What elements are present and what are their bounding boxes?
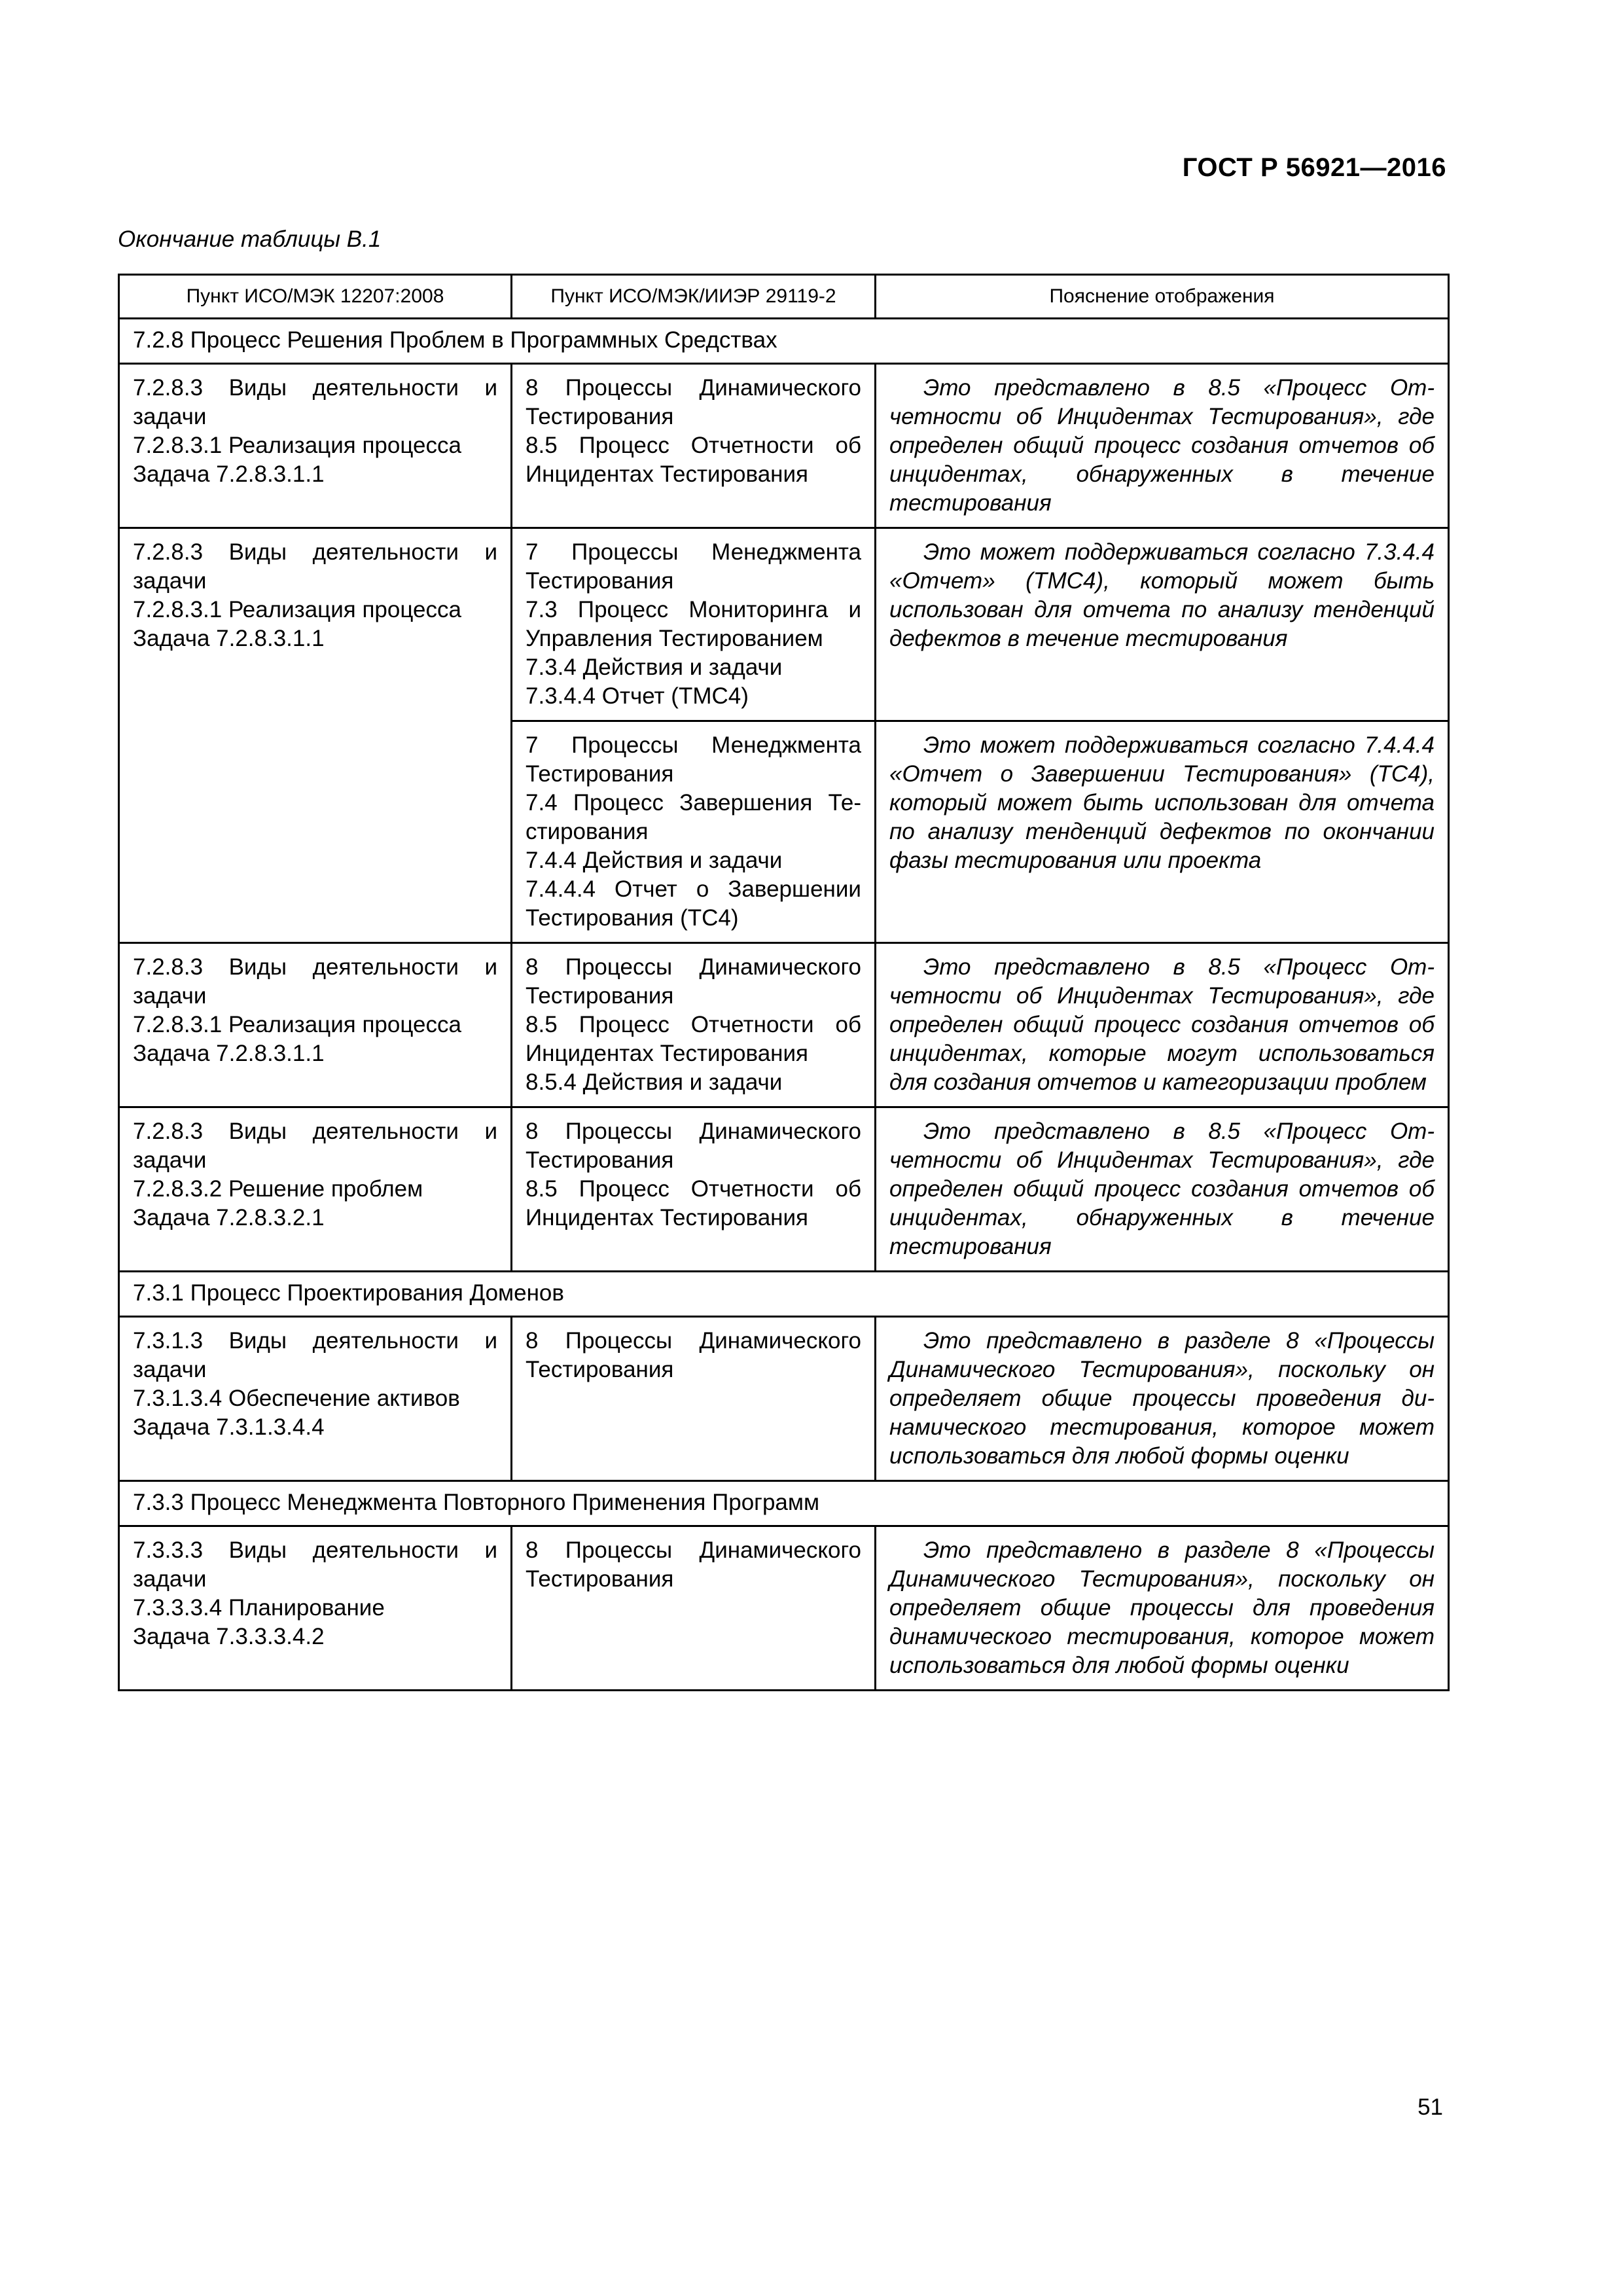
cell-iso29119: 7 Процессы Менеджмента Тестирования 7.4 Процесс Завершения Те- стирования 7.4.4 Действия и задачи 7.4.4.4 Отчет о Завершении Тестирования (ТС4) [512, 721, 876, 943]
section-title: 7.3.1 Процесс Проектирования Доменов [119, 1272, 1449, 1317]
cell-iso29119: 8 Процессы Динамического Тестирования 8.5 Процесс Отчетности об Инцидентах Тестирования 8.5.4 Действия и задачи [512, 943, 876, 1107]
section-row [119, 1272, 1449, 1317]
cell-explanation: Это представлено в разделе 8 «Процессы Динамического Тестирования», поскольку он определяет общие процессы проведения динамического тестирования, которое может использоваться для любой формы оценки [876, 1317, 1449, 1481]
table-row [119, 1526, 1449, 1691]
header-iso12207: Пункт ИСО/МЭК 12207:2008 [119, 275, 512, 319]
table-caption: Окончание таблицы В.1 [118, 226, 382, 252]
table-header-row [119, 275, 1449, 319]
cell-iso29119: 8 Процессы Динамического Тестирования [512, 1526, 876, 1691]
cell-explanation: Это может поддерживаться согласно 7.4.4.4 «Отчет о Завершении Тестирования» (ТС4), который может быть использован для отчета по анализу тенденций дефектов по окончании фазы тестирования или проекта [876, 721, 1449, 943]
cell-iso29119: 8 Процессы Динамического Тестирования 8.5 Процесс Отчетности об Инцидентах Тестирования [512, 364, 876, 528]
cell-explanation: Это представлено в разделе 8 «Процессы Динамического Тестирования», поскольку он определяет общие процессы для проведения динамического тестирования, которое может использоваться для любой формы оценки [876, 1526, 1449, 1691]
section-row [119, 319, 1449, 364]
header-explanation: Пояснение отображения [876, 275, 1449, 319]
table-row [119, 1107, 1449, 1272]
cell-iso12207: 7.2.8.3 Виды деятельности и задачи 7.2.8.3.2 Решение проблем Задача 7.2.8.3.2.1 [119, 1107, 512, 1272]
cell-iso12207: 7.2.8.3 Виды деятельности и задачи 7.2.8.3.1 Реализация процесса Задача 7.2.8.3.1.1 [119, 528, 512, 943]
section-title: 7.3.3 Процесс Менеджмента Повторного Применения Программ [119, 1481, 1449, 1526]
cell-iso29119: 8 Процессы Динамического Тестирования 8.5 Процесс Отчетности об Инцидентах Тестирования [512, 1107, 876, 1272]
cell-explanation: Это представлено в 8.5 «Процесс Отчетности об Инцидентах Тестирования», где определен общий процесс создания отчетов об инцидентах, которые могут использоваться для создания отчетов и категоризации проблем [876, 943, 1449, 1107]
cell-explanation: Это может поддерживаться согласно 7.3.4.4 «Отчет» (ТМС4), который может быть использован для отчета по анализу тенденций дефектов в течение тестирования [876, 528, 1449, 721]
cell-iso29119: 8 Процессы Динамического Тестирования [512, 1317, 876, 1481]
section-title: 7.2.8 Процесс Решения Проблем в Программных Средствах [119, 319, 1449, 364]
table-row [119, 364, 1449, 528]
cell-iso12207: 7.2.8.3 Виды деятельности и задачи 7.2.8.3.1 Реализация процесса Задача 7.2.8.3.1.1 [119, 943, 512, 1107]
cell-iso12207: 7.3.1.3 Виды деятельности и задачи 7.3.1.3.4 Обеспечение активов Задача 7.3.1.3.4.4 [119, 1317, 512, 1481]
cell-explanation: Это представлено в 8.5 «Процесс Отчетности об Инцидентах Тестирования», где определен общий процесс создания отчетов об инцидентах, обнаруженных в течение тестирования [876, 1107, 1449, 1272]
cell-iso12207: 7.3.3.3 Виды деятельности и задачи 7.3.3.3.4 Планирование Задача 7.3.3.3.4.2 [119, 1526, 512, 1691]
cell-iso29119: 7 Процессы Менеджмента Тестирования 7.3 Процесс Мониторинга и Управления Тестированием 7.3.4 Действия и задачи 7.3.4.4 Отчет (ТМС4) [512, 528, 876, 721]
table-row [119, 528, 1449, 721]
cell-explanation: Это представлено в 8.5 «Процесс Отчетности об Инцидентах Тестирования», где определен общий процесс создания отчетов об инцидентах, обнаруженных в течение тестирования [876, 364, 1449, 528]
cell-iso12207: 7.2.8.3 Виды деятельности и задачи 7.2.8.3.1 Реализация процесса Задача 7.2.8.3.1.1 [119, 364, 512, 528]
page-number: 51 [1418, 2094, 1443, 2120]
table-row [119, 1317, 1449, 1481]
section-row [119, 1481, 1449, 1526]
table-row [119, 943, 1449, 1107]
standard-code: ГОСТ Р 56921—2016 [1182, 153, 1446, 182]
header-iso29119: Пункт ИСО/МЭК/ИИЭР 29119-2 [512, 275, 876, 319]
mapping-table [118, 274, 1450, 1691]
